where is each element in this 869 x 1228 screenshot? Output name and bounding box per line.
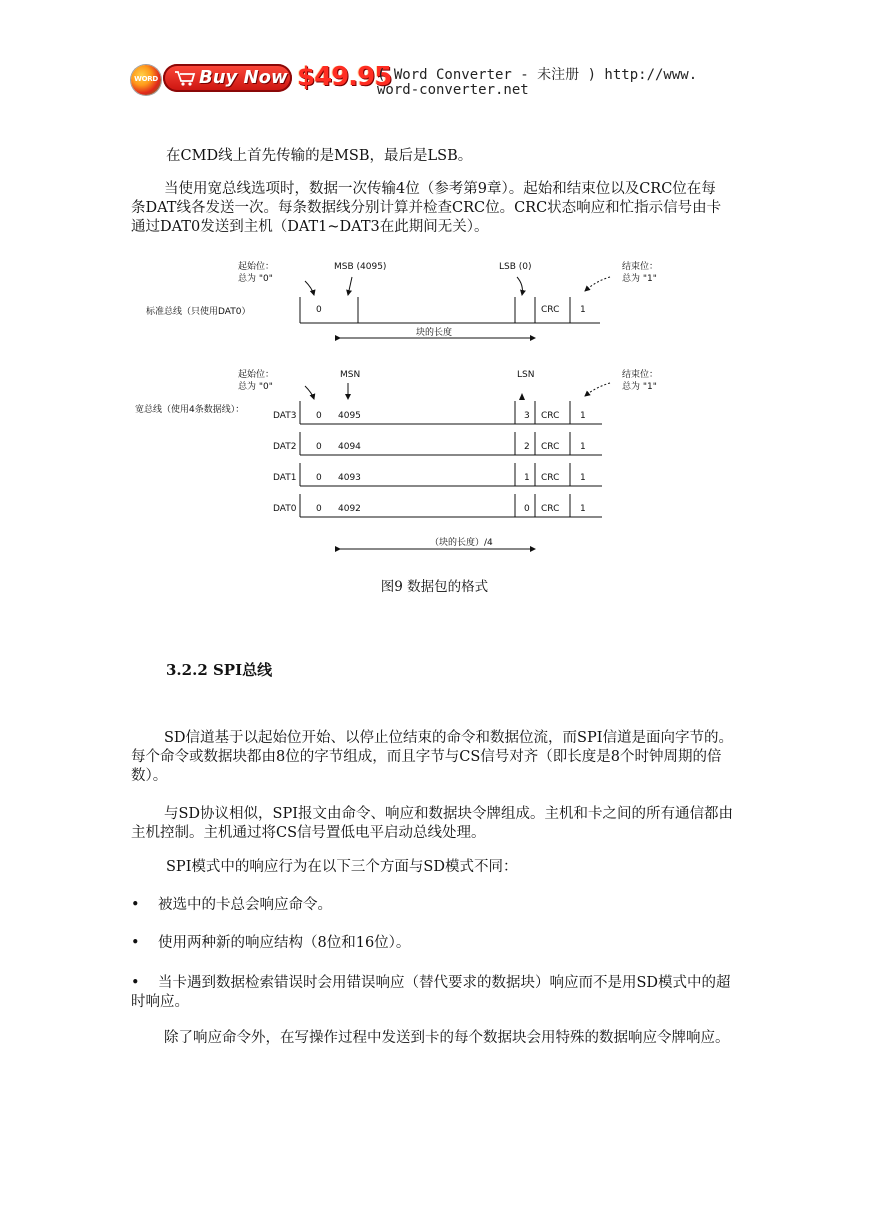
wide-bus-rows: [273, 401, 602, 517]
bullet-text: 被选中的卡总会响应命令。: [158, 897, 332, 913]
row-first-bit: 4092: [338, 504, 361, 514]
start-bit-note: 总为 "0": [238, 274, 273, 284]
section-heading: 3.2.2 SPI总线: [166, 661, 273, 679]
crc-field: CRC: [541, 305, 560, 315]
row-first-bit: 4094: [338, 442, 361, 452]
msn-label: MSN: [340, 370, 361, 380]
row-start-bit: 0: [316, 504, 322, 514]
wide-start-arrow: [305, 386, 314, 399]
row-start-bit: 0: [316, 473, 322, 483]
paragraph-spi-channel: SD信道基于以起始位开始、以停止位结束的命令和数据位流，而SPI信道是面向字节的。每个命令或数据块都由8位的字节组成，而且字节与CS信号对齐（即长度是8个时钟周期的倍数）。: [131, 730, 733, 784]
paragraph-msb-lsb: 在CMD线上首先传输的是MSB，最后是LSB。: [166, 148, 473, 164]
bullet-symbol: •: [131, 975, 140, 991]
data-line-label: DAT2: [273, 442, 297, 452]
bullet-text: 使用两种新的响应结构（8位和16位）。: [158, 935, 411, 951]
end-arrow: [585, 277, 610, 291]
paragraph-wide-bus: 当使用宽总线选项时，数据一次传输4位（参考第9章）。起始和结束位以及CRC位在每条DAT线各发送一次。每条数据线分别计算并检查CRC位。CRC状态响应和忙指示信号由卡通过DAT0发送到主机（DAT1~DAT3在此期间无关）。: [131, 181, 722, 235]
row-crc-field: CRC: [541, 504, 560, 514]
row-end-bit: 1: [580, 504, 586, 514]
buy-now-button[interactable]: [163, 64, 292, 92]
data-line-label: DAT1: [273, 473, 297, 483]
start-bit-label: 起始位：: [238, 262, 275, 272]
row-start-bit: 0: [316, 411, 322, 421]
price-tag[interactable]: $49.95: [297, 62, 392, 92]
watermark-url[interactable]: word-converter.net: [377, 82, 529, 98]
lsb-label: LSB (0): [499, 262, 532, 272]
row-last-bit: 0: [524, 504, 530, 514]
row-last-bit: 1: [524, 473, 530, 483]
row-crc-field: CRC: [541, 442, 560, 452]
wide-end-bit-label: 结束位：: [622, 370, 659, 380]
list-item: [131, 896, 741, 915]
row-end-bit: 1: [580, 442, 586, 452]
row-crc-field: CRC: [541, 473, 560, 483]
list-item: [131, 934, 741, 953]
wide-bus-label: 宽总线（使用4条数据线）：: [135, 405, 245, 415]
bullet-symbol: •: [131, 897, 140, 913]
wide-start-bit-note: 总为 "0": [238, 382, 273, 392]
block-length-label: 块的长度: [416, 328, 453, 338]
paragraph-data-response: 除了响应命令外，在写操作过程中发送到卡的每个数据块会用特殊的数据响应令牌响应。: [164, 1030, 730, 1046]
end-bit-label: 结束位：: [622, 262, 659, 272]
start-bit-value: 0: [316, 305, 322, 315]
buy-now-label: Buy Now: [199, 67, 288, 88]
end-bit-value: 1: [580, 305, 586, 315]
word-logo-icon: [131, 65, 161, 95]
bullet-symbol: •: [131, 935, 140, 951]
row-end-bit: 1: [580, 473, 586, 483]
data-line-label: DAT3: [273, 411, 297, 421]
msb-label: MSB (4095): [334, 262, 387, 272]
end-bit-note: 总为 "1": [622, 274, 657, 284]
word-logo-text: WORD: [134, 75, 158, 83]
row-crc-field: CRC: [541, 411, 560, 421]
row-end-bit: 1: [580, 411, 586, 421]
standard-bus-label: 标准总线（只使用DAT0）: [146, 307, 251, 317]
wide-end-arrow: [585, 383, 610, 396]
paragraph-spi-messages: 与SD协议相似，SPI报文由命令、响应和数据块令牌组成。主机和卡之间的所有通信都由主机控制。主机通过将CS信号置低电平启动总线处理。: [131, 806, 733, 841]
lsn-arrow: [519, 393, 525, 400]
msb-arrow: [348, 277, 352, 295]
shopping-cart-icon: [174, 70, 196, 86]
row-start-bit: 0: [316, 442, 322, 452]
wide-end-bit-note: 总为 "1": [622, 382, 657, 392]
figure-caption: 图9 数据包的格式: [380, 579, 489, 595]
bullet-text: 当卡遇到数据检索错误时会用错误响应（替代要求的数据块）响应而不是用SD模式中的超时响应。: [131, 975, 731, 1010]
row-first-bit: 4095: [338, 411, 361, 421]
list-item: [131, 974, 741, 1012]
paragraph-spi-differences: SPI模式中的响应行为在以下三个方面与SD模式不同：: [166, 859, 518, 875]
row-first-bit: 4093: [338, 473, 361, 483]
wide-start-bit-label: 起始位：: [238, 370, 275, 380]
data-packet-format-diagram: [130, 255, 659, 565]
start-arrow: [305, 281, 314, 295]
watermark-text-line1: ( Word Converter - 未注册 ) http://www.: [377, 67, 698, 83]
row-last-bit: 3: [524, 411, 530, 421]
data-line-label: DAT0: [273, 504, 297, 514]
row-last-bit: 2: [524, 442, 530, 452]
lsn-label: LSN: [517, 370, 535, 380]
quarter-block-length-label: （块的长度）/4: [430, 538, 493, 548]
lsb-arrow: [517, 277, 522, 295]
